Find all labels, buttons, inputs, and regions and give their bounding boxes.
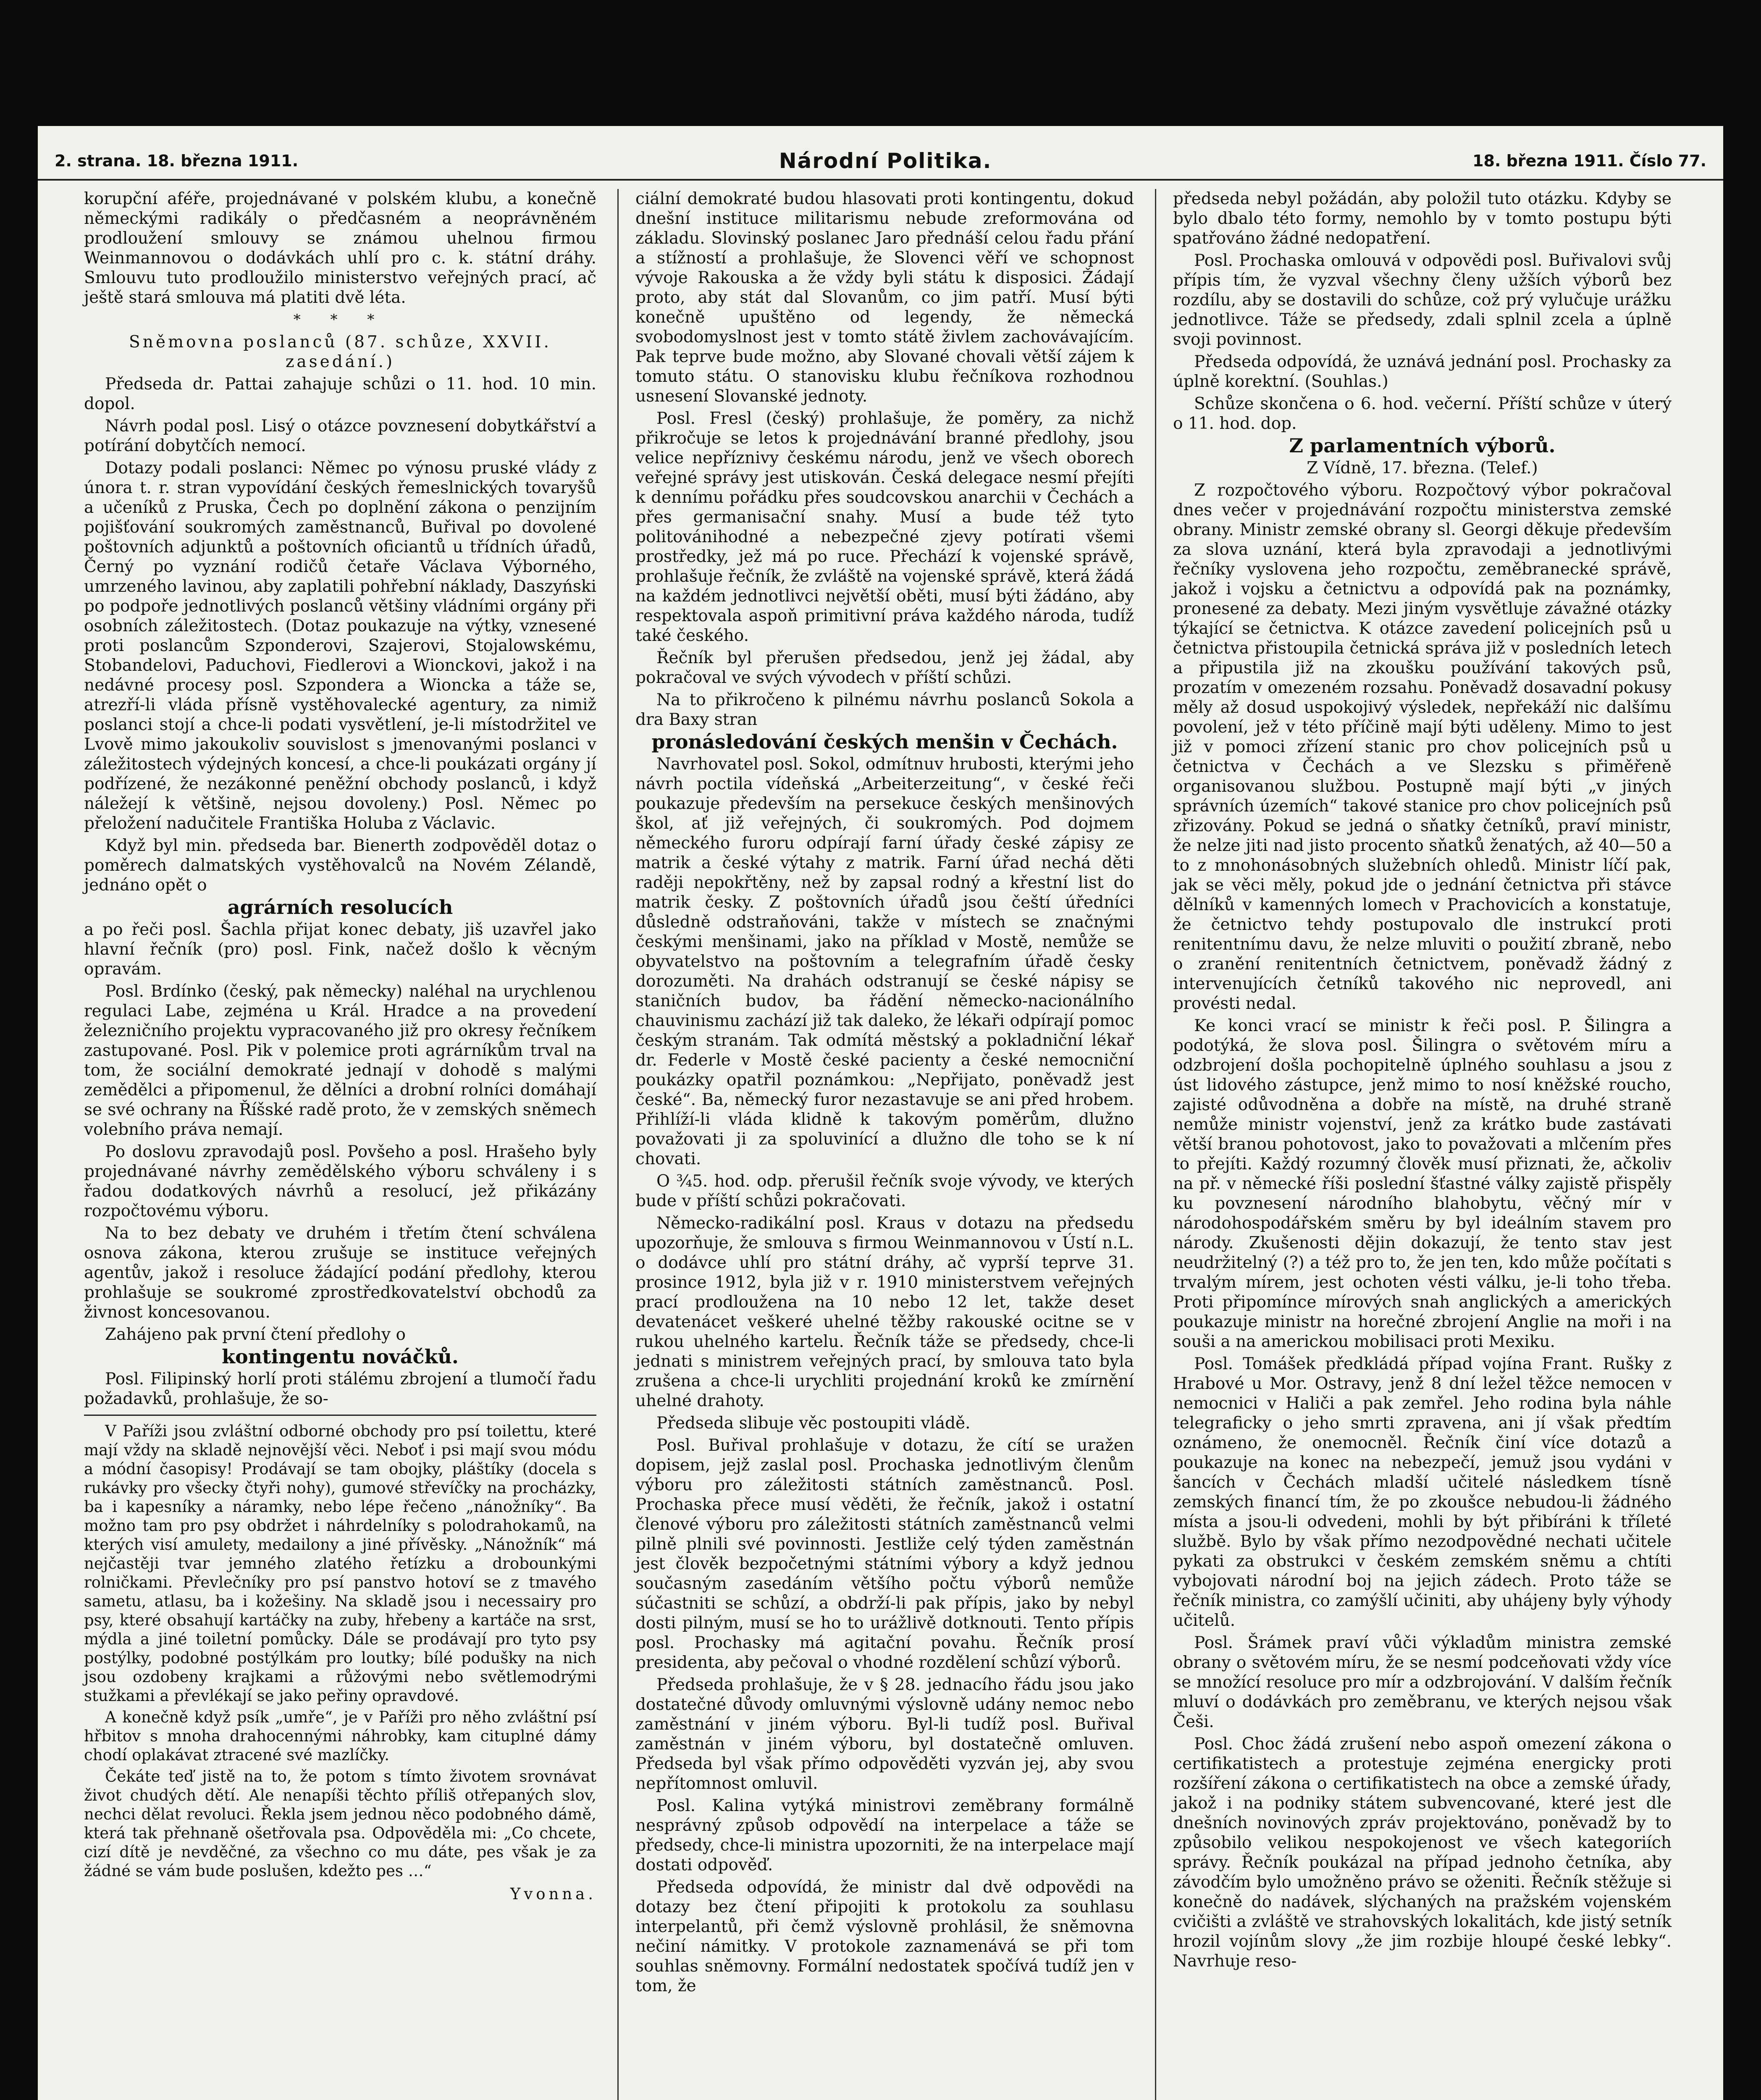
feuilleton-paragraph: V Paříži jsou zvláštní odborné obchody pro psí toilettu, které mají vždy na skladě nejnovější věci. Neboť i psi mají svou módu a módní časopisy! Prodávají se tam obojky, pláštíky (docela s rukávky pro všecky čtyři nohy), gumové střevíčky na procházky, ba i kapesníky a náramky, nebo lépe řečeno „nánožníky“. Ba možno tam pro psy obdržet i náhrdelníky s polodrahokamů, na kterých visí amulety, medailony a jiné přívěsky. „Nánožník“ má nejčastěji tvar jemného zlatého řetízku a drobounkými rolničkami. Převlečníky pro psí panstvo hotoví se z tmavého sametu, atlasu, ba i kožešiny. Na skladě jsou i necessairy pro psy, které obsahují kartáčky na zuby, hřebeny a kartáče na srst, mýdla a jiné toiletní pomůcky. Dále se prodávají pro tyto psy postýlky, podobné postýlkám pro loutky; bílé podušky na nich jsou ozdobeny krajkami a růžovými nebo světlemodrými stužkami a převlékají se jako peřiny opravdové. xyxy=(84,1422,596,1705)
column-3 xyxy=(1155,189,1676,2100)
paragraph: Posl. Prochaska omlouvá v odpovědi posl. Buřivalovi svůj přípis tím, že vyzval všechny členy užších výborů bez rozdílu, aby se dostavili do schůze, což prý vylučuje urážku jednotlivce. Táže se předsedy, zdali splnil zcela a úplně svoji povinnost. xyxy=(1173,251,1672,349)
paragraph: Na to přikročeno k pilnému návrhu poslanců Sokola a dra Baxy stran xyxy=(635,690,1134,729)
paragraph: Posl. Kalina vytýká ministrovi zeměbrany formálně nesprávný způsob odpovědí na interpelace a táže se předsedy, chce-li ministra upozorniti, že na interpelace mají dostati odpověď. xyxy=(635,1796,1134,1874)
newspaper-title: Národní Politika. xyxy=(779,149,992,173)
paragraph: Předseda dr. Pattai zahajuje schůzi o 11. hod. 10 min. dopol. xyxy=(84,375,596,413)
column-2 xyxy=(617,189,1138,2100)
page-header xyxy=(38,143,1723,181)
paragraph: Posl. Brdínko (český, pak německy) naléhal na urychlenou regulaci Labe, zejména u Král. Hradce a na provedení železničního projektu vypracovaného již pro okresy řečníkem zastupované. Posl. Pik v polemice proti agrárníkům trval na tom, že sociální demokraté jednají v dohodě s malými zemědělci a připomenul, že dělníci a drobní rolníci domáhají se své ochrany na Říšské radě proto, že v zemských sněmech volebního práva nemají. xyxy=(84,982,596,1139)
author-byline: Yvonna. xyxy=(510,1885,596,1903)
paragraph: Předseda odpovídá, že ministr dal dvě odpovědi na dotazy bez čtení připojiti k protokolu za souhlasu interpelantů, při čemž výslovně prohlásil, že sněmovna nečiní námitky. V protokole zaznamenává se při tom souhlas sněmovny. Formální nedostatek spočívá tudíž jen v tom, že xyxy=(635,1878,1134,1995)
paragraph: Návrh podal posl. Lisý o otázce povznesení dobytkářství a potírání dobytčích nemocí. xyxy=(84,417,596,455)
paragraph: Dotazy podali poslanci: Němec po výnosu pruské vlády z února t. r. stran vypovídání českých řemeslnických tovaryšů a učeníků z Pruska, Čech po doplnění zákona o penzijním pojišťování soukromých zaměstnanců, Buřival po dovolené poštovních adjunktů a poštovních oficiantů u třídních úřadů, Černý po vyznání rodičů četaře Václava Výborného, umrzeného lavinou, aby zaplatili pohřební náklady, Daszyński po podpoře jednotlivých poslanců většiny vládními orgány při osobních záležitostech. (Dotaz poukazuje na výtky, vznesené proti poslancům Szponderovi, Szajerovi, Stojalowskému, Stobandelovi, Paduchovi, Fiedlerovi a Wionckovi, jakož i na nedávné procesy posl. Szpondera a Wioncka a táže se, atrezří-li vláda přísně vystěhovalecké agentury, za nimiž poslanci stojí a chce-li podati vysvětlení, je-li místodržitel ve Lvově mimo jakoukoliv souvislost s jmenovanými poslanci v záležitostech výdejných koncesí, a chce-li poukázati orgány jí podřízené, že nezákonné peněžní obchody poslanců, i když náležejí k většině, nejsou dovoleny.) Posl. Němec po přeložení nadučitele Františka Holuba z Václavic. xyxy=(84,459,596,833)
dateline: Z Vídně, 17. března. (Telef.) xyxy=(1307,459,1538,478)
paragraph: Řečník byl přerušen předsedou, jenž jej žádal, aby pokračoval ve svých vývodech v příští schůzi. xyxy=(635,648,1134,687)
paragraph: předseda nebyl požádán, aby položil tuto otázku. Kdyby se bylo dbalo této formy, nemohlo by v tomto postupu býti spatřováno žádné nedopatření. xyxy=(1173,189,1672,248)
paragraph: Navrhovatel posl. Sokol, odmítnuv hrubosti, kterými jeho návrh poctila vídeňská „Arbeiterzeitung“, v české řeči poukazuje především na persekuce českých menšinových škol, ať již veřejných, či soukromých. Pod dojmem německého furoru odpírají farní úřady české zápisy ze matrik a české výtahy z matrik. Farní úřad nechá děti raději nepokřtěny, než by zapsal rodný a křestní list do matrik česky. Z poštovních úřadů jsou čeští úředníci důsledně odstraňováni, takže v místech se značnými českými menšinami, jako na příklad v Mostě, nemůže se obyvatelstvo na poštovním a telegrafním úřadě česky dorozuměti. Na drahách odstranují se české nápisy se staničních budov, ba řádění německo-nacionálního chauvinismu zachází již tak daleko, že lékaři odpírají pomoc českým stranám. Tak odmítá městský a pokladniční lékař dr. Federle v Mostě české pacienty a české nemocniční poukázky opatřil poznámkou: „Nepřijato, poněvadž jest české“. Ba, německý furor nezastavuje se ani před hrobem. Přihlíží-li vláda klidně k takovým poměrům, dlužno považovati ji za spoluvinící a dlužno dle toho se k ní chovati. xyxy=(635,755,1134,1168)
paragraph: Předseda prohlašuje, že v § 28. jednacího řádu jsou jako dostatečné důvody omluvnými výslovně udány nemoc nebo zaměstnání v jiném výboru. Byl-li tudíž posl. Buřival zaměstnán v jiném výboru, byl dostatečně omluven. Předseda byl však přímo odpověděti vyzván jej, aby svou nepřítomnost omluvil. xyxy=(635,1675,1134,1793)
paragraph: Zahájeno pak první čtení předlohy o xyxy=(105,1325,406,1344)
paragraph: Ke konci vrací se ministr k řeči posl. P. Šilingra a podotýká, že slova posl. Šilingra o světovém míru a odzbrojení došla pochopitelně úplného souhlasu a jsou z úst lidového zástupce, jenž mimo to nosí kněžské roucho, zajisté odůvodněna a dobře na místě, na druhé straně nemůže ministr vojenství, jenž za krátko bude zastávati větší branou pohotovost, jako to považovati a mlčením přes to přejíti. Každý rozumný člověk musí přiznati, že, ačkoliv na př. v německé říši poslední šťastné války zajistě přispěly ku povznesení národního blahobytu, věčný mír v národohospodářském směru by byl ideálním stavem pro národy. Zkušenosti dějin dokazují, že tento stav jest neudržitelný (?) a též pro to, že jen ten, kdo může počítati s trvalým mírem, jest ochoten vésti válku, je-li toho třeba. Proti připomínce mírových snah anglických a amerických poukazuje ministr na horečné zbrojení Anglie na moři i na souši a na americkou mobilisaci proti Mexiku. xyxy=(1173,1016,1672,1351)
subheading: pronásledování českých menšin v Čechách. xyxy=(651,730,1118,753)
section-separator: * * * xyxy=(293,311,387,328)
paragraph: Posl. Choc žádá zrušení nebo aspoň omezení zákona o certifikatistech a protestuje zejména energicky proti rozšíření zákona o certifikatistech na obce a zemské úřady, jakož i na podniky státem subvencované, které jest dle dnešních novinových zpráv projektováno, poněvadž by to způsobilo velikou nespokojenost ve všech kategoriích správy. Řečník poukázal na případ jednoho četníka, aby závodčím bylo umožněno právo se oženiti. Řečník stěžuje si konečně do nadávek, slýchaných na pražském vojenském cvičišti a zvláště ve strahovských lokalitách, kde jistý setník hrozil vojínům slovy „že jim rozbije hloupé české lebky“. Navrhuje reso- xyxy=(1173,1735,1672,1971)
paragraph: Schůze skončena o 6. hod. večerní. Příští schůze v úterý o 11. hod. dop. xyxy=(1173,394,1672,433)
subheading: agrárních resolucích xyxy=(227,896,453,919)
feuilleton-rule xyxy=(84,1415,596,1416)
feuilleton xyxy=(84,1422,596,1903)
header-left: 2. strana. 18. března 1911. xyxy=(55,152,299,170)
feuilleton-paragraph: A konečně když psík „umře“, je v Paříži pro něho zvláštní psí hřbitov s mnoha drahocennými náhrobky, kam cituplné dámy chodí oplakávat ztracené své mazlíčky. xyxy=(84,1708,596,1764)
paragraph: Předseda slibuje věc postoupiti vládě. xyxy=(656,1414,971,1433)
columns xyxy=(80,189,1676,2100)
paragraph: ciální demokraté budou hlasovati proti kontingentu, dokud dnešní instituce militarismu nebude zreformována od základu. Slovinský poslanec Jaro přednáší celou řadu přání a stížností a prohlašuje, že Slovenci věří ve schopnost vývoje Rakouska a že vždy byli státu k disposici. Žádají proto, aby stát dal Slovanům, co jim patří. Musí býti konečně upuštěno od legendy, že německá svobodomyslnost jest v tomto státě živlem zachovávajícím. Pak teprve bude možno, aby Slované chovali větší zájem k tomuto státu. O stanovisku klubu řečníkova rozhodnou usnesení Slovanské jednoty. xyxy=(635,189,1134,406)
paragraph: Posl. Fresl (český) prohlašuje, že poměry, za nichž přikročuje se letos k projednávání branné předlohy, jsou velice nepříznivy českému národu, jenž ve všech oborech veřejné správy jest utiskován. Česká delegace nesmí přejíti k dennímu pořádku přes soudcovskou anarchii v Čechách a přes germanisační snahy. Musí a bude též tyto politovánihodné a nebezpečné zjevy potírati všemi prostředky, jež má po ruce. Přechází k vojenské správě, prohlašuje řečník, že zvláště na vojenské správě, která žádá na každém jednotlivci největší oběti, musí býti žádáno, aby respektovala aspoň primitivní práva každého národa, tudíž také českého. xyxy=(635,409,1134,645)
paragraph: Když byl min. předseda bar. Bienerth zodpověděl dotaz o poměrech dalmatských vystěhovalců na Novém Zélandě, jednáno opět o xyxy=(84,836,596,895)
subheading: kontingentu nováčků. xyxy=(222,1345,459,1368)
paragraph: Na to bez debaty ve druhém i třetím čtení schválena osnova zákona, kterou zrušuje se instituce veřejných agentův, jakož i resoluce žádající podání předlohy, kterou prohlašuje se soukromé zprostředkovatelství obchodů za živnost koncesovanou. xyxy=(84,1224,596,1322)
paragraph: Předseda odpovídá, že uznává jednání posl. Prochasky za úplně korektní. (Souhlas.) xyxy=(1173,352,1672,391)
paragraph: Posl. Tomášek předkládá případ vojína Frant. Rušky z Hrabové u Mor. Ostravy, jenž 8 dní ležel těžce nemocen v nemocnici v Haliči a pak zemřel. Jeho rodina byla náhle telegraficky o jeho smrti zpravena, ani jí však předtím oznámeno, že onemocněl. Řečník činí více dotazů a poukazuje na konec na nebezpečí, jemuž jsou vydáni v šancích v Čechách mladší učitelé následkem tísně zemských financí tím, že po zkoušce nebudou-li žádného místa a jsou-li odvedeni, mohli by být přibíráni k tříleté službě. Bylo by však přímo nezodpovědné nechati učitele pykati za obstrukci v českém zemském sněmu a chtíti vybojovati národní boj na jejich zádech. Proto táže se řečník ministra, co zamýšlí učiniti, aby uhájeny byly výhody učitelů. xyxy=(1173,1354,1672,1630)
column-1 xyxy=(80,189,601,2100)
paragraph: Posl. Šrámek praví vůči výkladům ministra zemské obrany o světovém míru, že se nesmí podceňovati vždy více se množící resoluce pro mír a odzbrojování. V dalším řečník mluví o dodávkách pro zeměbranu, ve kterých nejsou však Češi. xyxy=(1173,1633,1672,1731)
paragraph: Německo-radikální posl. Kraus v dotazu na předsedu upozorňuje, že smlouva s firmou Weinmannovou v Ústí n.L. o dodávce uhlí pro státní dráhy, ač vyprší teprve 31. prosince 1912, byla již v r. 1910 ministerstvem veřejných prací prodloužena na 10 nebo 12 let, takže deset devatenácet veškeré uhelné těžby rakouské ocitne se v rukou uhelného kartelu. Řečník táže se předsedy, chce-li jednati s ministrem veřejných prací, by smlouva tato byla zrušena a chce-li urychliti projednání kroků ke zmírnění uhelné drahoty. xyxy=(635,1214,1134,1410)
paragraph: Po doslovu zpravodajů posl. Povšeho a posl. Hrašeho byly projednávané návrhy zemědělského výboru schváleny i s řadou dodatkových návrhů a resolucí, jež přikázány rozpočtovému výboru. xyxy=(84,1142,596,1221)
feuilleton-paragraph: Čekáte teď jistě na to, že potom s tímto životem srovnávat život chudých dětí. Ale nenapíši těchto příliš otřepaných slov, nechci dělat revoluci. Řekla jsem jednou něco podobného dámě, která tak přehnaně ošetřovala psa. Odpověděla mi: „Co chcete, cizí dítě je nevděčné, za všechno co mu dáte, pes však je za žádné se vám bude poslušen, kdežto pes …“ xyxy=(84,1767,596,1880)
paragraph: O ¾5. hod. odp. přerušil řečník svoje vývody, ve kterých bude v příští schůzi pokračovati. xyxy=(635,1172,1134,1210)
paragraph: korupční aféře, projednávané v polském klubu, a konečně německými radikály o předčasném a neoprávněném prodloužení smlouvy se známou uhelnou firmou Weinmannovou o dodávkách uhlí pro c. k. státní dráhy. Smlouvu tuto prodloužilo ministerstvo veřejných prací, ač ještě stará smlouva má platiti dvě léta. xyxy=(84,189,596,307)
subheading: Z parlamentních výborů. xyxy=(1289,434,1556,457)
paragraph: Posl. Filipinský horlí proti stálému zbrojení a tlumočí řadu požadavků, prohlašuje, že so- xyxy=(84,1370,596,1408)
newspaper-page xyxy=(38,126,1723,2100)
paragraph: Z rozpočtového výboru. Rozpočtový výbor pokračoval dnes večer v projednávání rozpočtu ministerstva zemské obrany. Ministr zemské obrany sl. Georgi děkuje především za slova uznání, která byla zpravodaji a jednotlivými řečníky vyslovena jeho rozpočtu, zeměbranecké správě, jakož i vojsku a četnictvu a odpovídá pak na poznámky, pronesené za debaty. Mezi jiným vysvětluje závažné otázky týkající se četnictva. K otázce zavedení policejních psů u četnictva přistoupila četnická správa již v posledních letech a připustila již na zkoušku používání takových psů, prozatím v omezeném rozsahu. Poněvadž dosavadní pokusy měly až dosud uspokojivý výsledek, nepřekáží nic dalšímu povolení, jež v této příčině mají býti uděleny. Mimo to jest již v pomoci zřízení stanic pro chov policejních psů u četnictva v Čechách a ve Slezsku s přiměřeně organisovanou službou. Postupně mají býti „v jiných správních územích“ takové stanice pro chov policejních psů zřizovány. Pokud se jedná o sňatky četníků, praví ministr, že nelze jiti nad jisto procento sňatků ženatých, až 40—50 a to z mnohonásobných služebních ohledů. Ministr líčí pak, jak se věci měly, pokud jde o jednání četnictva při stávce dělníků v kamenných lomech v Prachovicích a konstatuje, že četnictvo tehdy postupovalo dle instrukcí proti renitentnímu davu, že nelze mluviti o použití zbraně, nebo o zranění renitentních četnictvem, poněvadž žádný z intervenujících četníků takového nic neprovedl, ani provésti nedal. xyxy=(1173,481,1672,1013)
section-title: Sněmovna poslanců (87. schůze, XXVII. zasedání.) xyxy=(129,333,551,371)
paragraph: a po řeči posl. Šachla přijat konec debaty, jiš uzavřel jako hlavní řečník (pro) posl. Fink, načež došlo k věcným opravám. xyxy=(84,920,596,979)
header-right: 18. března 1911. Číslo 77. xyxy=(1472,152,1706,170)
paragraph: Posl. Buřival prohlašuje v dotazu, že cítí se uražen dopisem, jejž zaslal posl. Prochaska jednotlivým členům výboru pro záležitosti státních zaměstnanců. Posl. Prochaska přece musí věděti, že řečník, jakož i ostatní členové výboru pro záležitosti státních zaměstnanců velmi pilně plnili své povinnosti. Jestliže celý týden zaměstnán jest člověk bezpočetnými státními výbory a když jednou současným zasedáním většího počtu výborů nemůže súčastniti se schůzí, a obdrží-li pak přípis, jako by nebyl dosti pilným, musí se ho to urážlivě dotknouti. Tento přípis posl. Prochasky má agitační povahu. Řečník prosí presidenta, aby pečoval o vhodné rozdělení schůzí výborů. xyxy=(635,1436,1134,1672)
